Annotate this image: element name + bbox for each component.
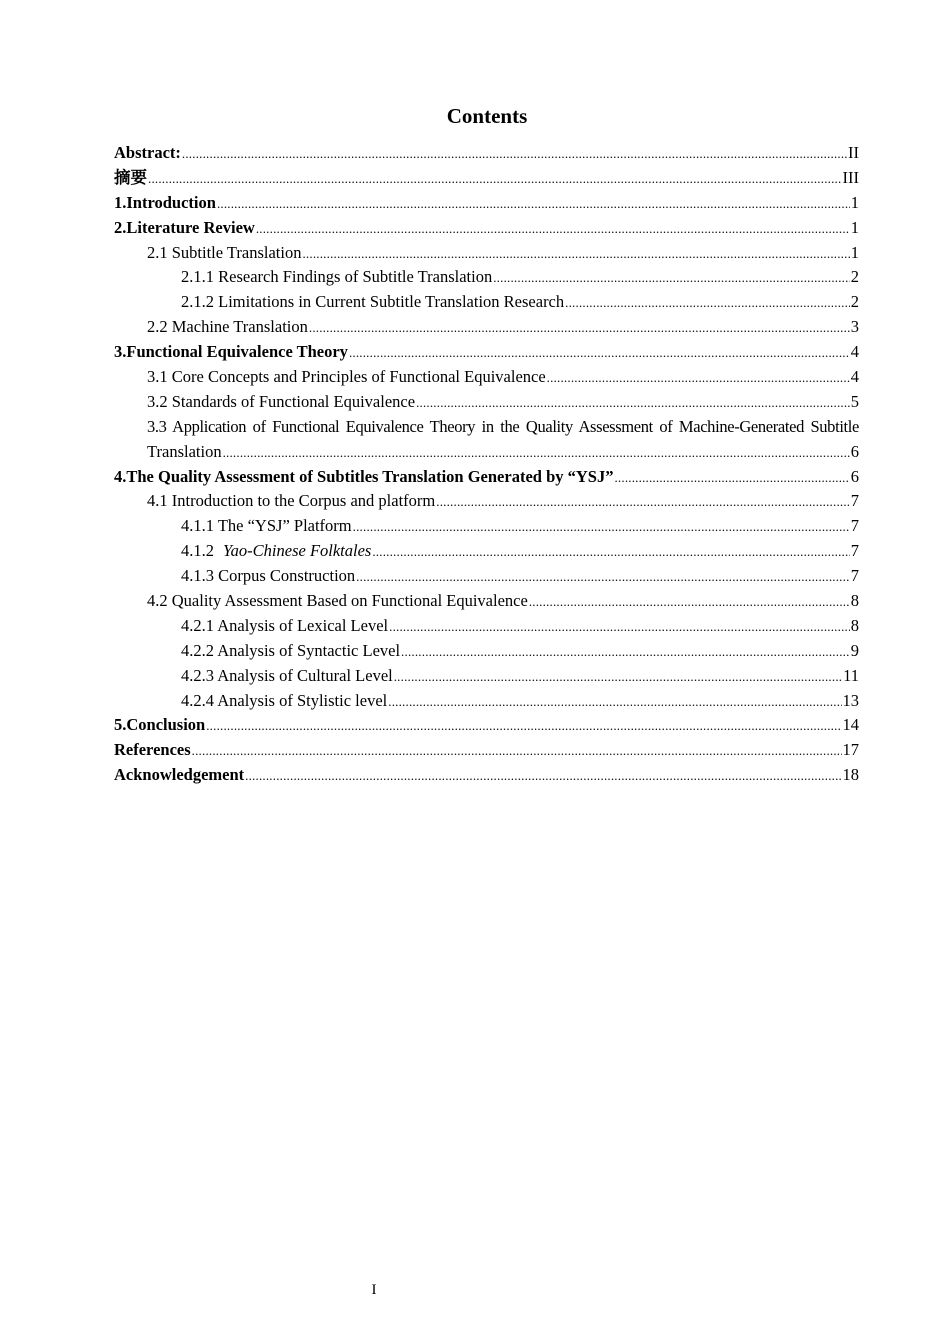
dot-leader (206, 713, 841, 739)
toc-entry-3-2[interactable] (114, 390, 859, 415)
toc-entry-label: 1.Introduction (114, 192, 216, 212)
toc-entry-2-1-2[interactable] (114, 290, 859, 315)
toc-entry-references[interactable] (114, 738, 859, 763)
toc-entry-page: 7 (850, 491, 859, 511)
toc-entry-label: 3.Functional Equivalence Theory (114, 342, 348, 362)
table-of-contents (114, 141, 859, 788)
toc-entry-page: 1 (850, 217, 859, 237)
toc-entry-label: Yao-Chinese Folktales (223, 541, 372, 561)
toc-entry-3-3-line1[interactable] (114, 415, 859, 440)
toc-entry-4-1-1[interactable] (114, 514, 859, 539)
dot-leader (353, 514, 850, 540)
toc-entry-2-1-1[interactable] (114, 265, 859, 290)
toc-entry-label: 4.The Quality Assessment of Subtitles Translation Generated by “YSJ” (114, 466, 614, 486)
toc-entry-label: 4.2 Quality Assessment Based on Functional Equivalence (147, 591, 528, 611)
dot-leader (394, 664, 842, 690)
toc-entry-page: 14 (842, 715, 859, 735)
dot-leader (493, 265, 850, 291)
dot-leader (217, 191, 850, 217)
dot-leader (192, 738, 842, 764)
toc-entry-page: II (848, 143, 859, 162)
toc-entry-label: 2.1.1 Research Findings of Subtitle Translation (181, 267, 493, 287)
dot-leader (401, 639, 850, 665)
dot-leader (565, 290, 850, 316)
toc-entry-label: 5.Conclusion (114, 715, 206, 735)
toc-entry-page: 13 (842, 690, 859, 710)
toc-entry-label: 2.2 Machine Translation (147, 317, 308, 337)
dot-leader (614, 465, 849, 491)
dot-leader (148, 166, 842, 192)
toc-entry-4-1-2[interactable] (114, 539, 859, 564)
toc-entry-quality-assessment[interactable] (114, 465, 859, 490)
toc-entry-label: 摘要 (114, 167, 147, 187)
toc-entry-4-2-2[interactable] (114, 639, 859, 664)
dot-leader (223, 440, 850, 466)
toc-entry-4-2-3[interactable] (114, 664, 859, 689)
toc-entry-page: 9 (850, 640, 859, 660)
toc-entry-literature-review[interactable] (114, 216, 859, 241)
toc-entry-label: 4.2.1 Analysis of Lexical Level (181, 615, 389, 635)
toc-entry-label: 3.1 Core Concepts and Principles of Functional Equivalence (147, 367, 546, 387)
toc-entry-page: 3 (850, 317, 859, 337)
toc-entry-functional-equivalence[interactable] (114, 340, 859, 365)
dot-leader (182, 141, 847, 167)
toc-entry-label: References (114, 740, 191, 760)
page-number-footer: I (371, 1282, 377, 1298)
toc-entry-4-2[interactable] (114, 589, 859, 614)
toc-entry-4-2-4[interactable] (114, 689, 859, 714)
toc-entry-acknowledgement[interactable] (114, 763, 859, 788)
toc-entry-4-1-3[interactable] (114, 564, 859, 589)
dot-leader (416, 390, 850, 416)
toc-entry-label: Abstract: (114, 143, 181, 162)
toc-entry-page: 6 (850, 441, 859, 461)
toc-entry-label: 3.3 Application of Functional Equivalence Theory in the Quality Assessment of Machine-Generated Subtitle (147, 416, 859, 436)
dot-leader (349, 340, 850, 366)
toc-entry-page: 17 (842, 740, 859, 760)
toc-entry-label: 4.1.1 The “YSJ” Platform (181, 516, 352, 536)
toc-entry-page: 1 (850, 242, 859, 262)
toc-entry-label: 2.1.2 Limitations in Current Subtitle Translation Research (181, 292, 565, 312)
dot-leader (372, 539, 849, 565)
toc-entry-3-3-line2[interactable] (114, 440, 859, 465)
dot-leader (547, 365, 850, 391)
toc-entry-page: 8 (850, 591, 859, 611)
toc-entry-2-1[interactable] (114, 241, 859, 266)
toc-entry-label: Translation (147, 441, 222, 461)
dot-leader (436, 489, 850, 515)
toc-entry-introduction[interactable] (114, 191, 859, 216)
page-title: Contents (446, 104, 528, 128)
toc-entry-label: 4.2.2 Analysis of Syntactic Level (181, 640, 401, 660)
dot-leader (388, 689, 841, 715)
toc-entry-page: 4 (850, 342, 859, 362)
dot-leader (256, 216, 850, 242)
toc-entry-page: 8 (850, 615, 859, 635)
toc-entry-4-1[interactable] (114, 489, 859, 514)
toc-entry-page: 7 (850, 566, 859, 586)
dot-leader (245, 763, 841, 789)
toc-entry-page: 2 (850, 267, 859, 287)
toc-entry-page: 18 (842, 765, 859, 785)
toc-entry-chinese-abstract[interactable] (114, 166, 859, 191)
toc-entry-number: 4.1.2 (181, 541, 214, 561)
toc-entry-label: Acknowledgement (114, 765, 245, 785)
toc-entry-label: 3.2 Standards of Functional Equivalence (147, 391, 416, 411)
dot-leader (356, 564, 850, 590)
toc-entry-label: 2.1 Subtitle Translation (147, 242, 302, 262)
toc-entry-label: 4.1 Introduction to the Corpus and platform (147, 491, 436, 511)
dot-leader (529, 589, 850, 615)
toc-entry-page: 6 (850, 466, 859, 486)
toc-entry-page: 7 (850, 541, 859, 561)
toc-entry-3-1[interactable] (114, 365, 859, 390)
toc-entry-page: 7 (850, 516, 859, 536)
toc-entry-page: III (842, 167, 859, 187)
dot-leader (309, 315, 850, 341)
toc-entry-label: 4.1.3 Corpus Construction (181, 566, 356, 586)
dot-leader (302, 241, 849, 267)
toc-entry-page: 11 (843, 665, 859, 685)
toc-entry-conclusion[interactable] (114, 713, 859, 738)
toc-entry-page: 2 (850, 292, 859, 312)
toc-entry-label: 4.2.3 Analysis of Cultural Level (181, 665, 393, 685)
toc-entry-page: 5 (850, 391, 859, 411)
toc-entry-label: 2.Literature Review (114, 217, 255, 237)
toc-entry-label: 4.2.4 Analysis of Stylistic level (181, 690, 388, 710)
toc-entry-4-2-1[interactable] (114, 614, 859, 639)
toc-entry-page: 1 (850, 192, 859, 212)
toc-entry-page: 4 (850, 367, 859, 387)
toc-entry-abstract[interactable] (114, 141, 859, 166)
toc-entry-2-2[interactable] (114, 315, 859, 340)
dot-leader (389, 614, 850, 640)
